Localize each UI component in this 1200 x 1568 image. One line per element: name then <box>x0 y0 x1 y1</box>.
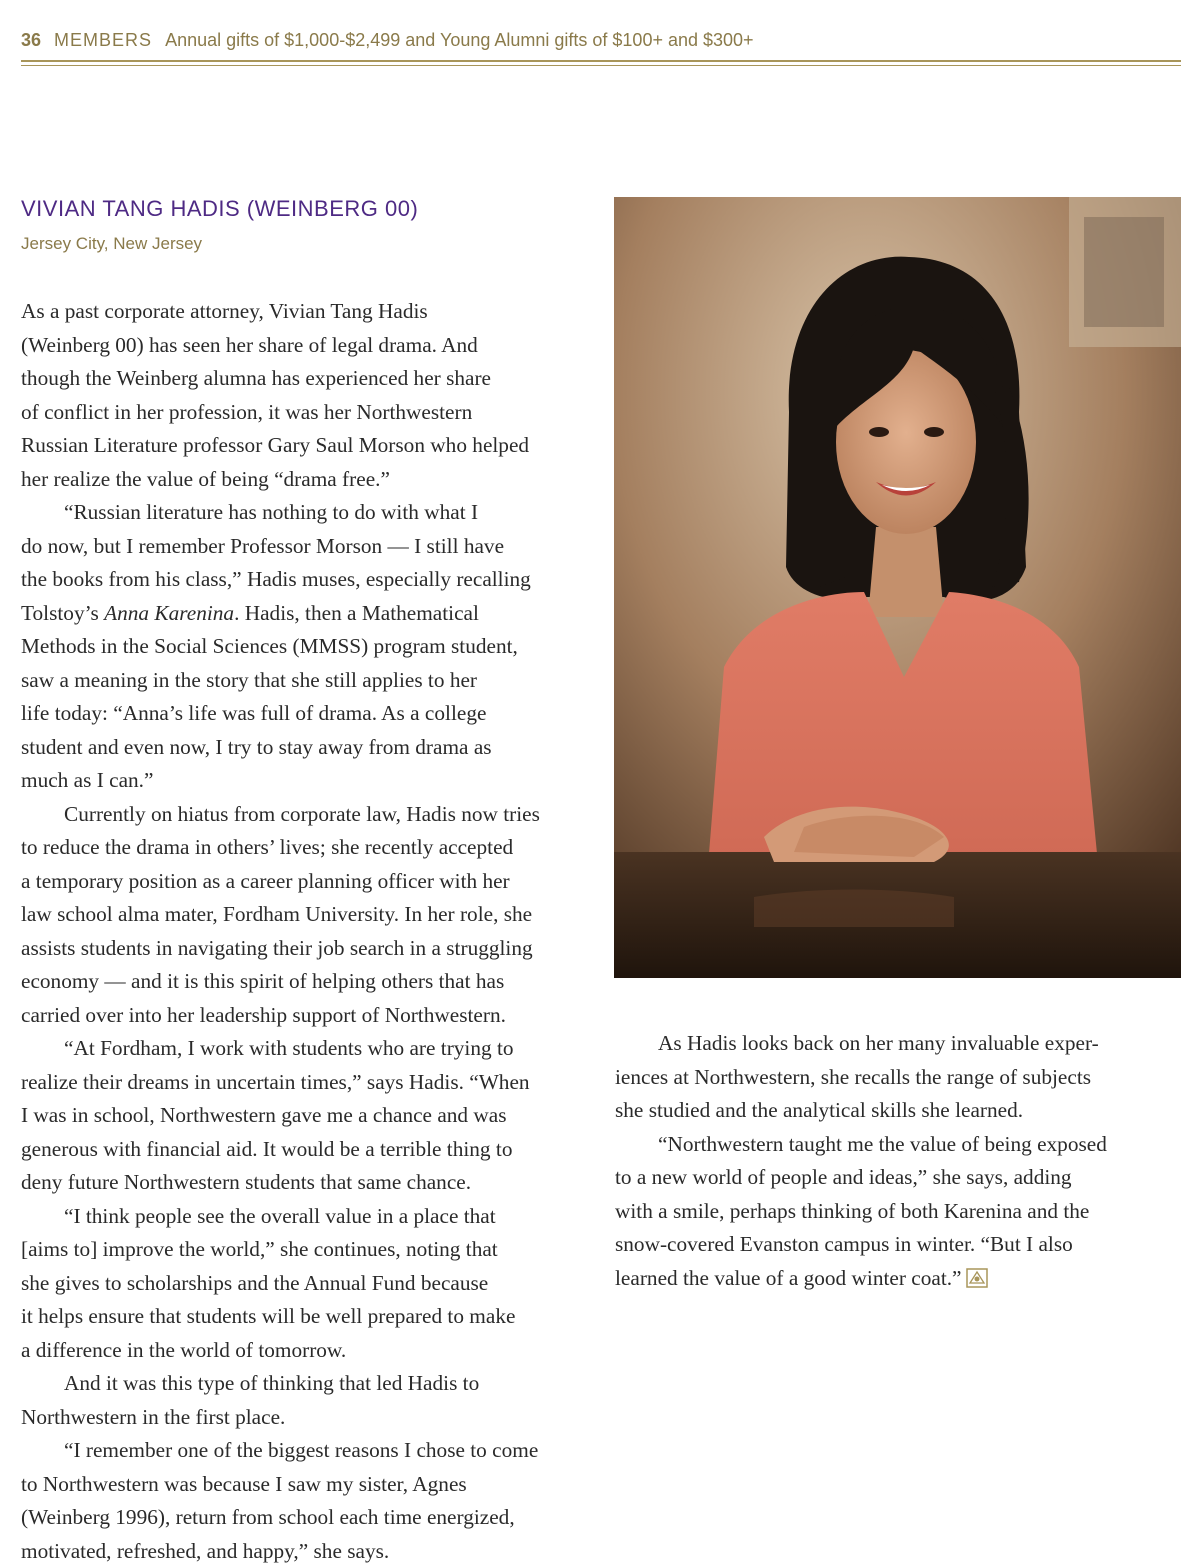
text-segment: she gives to scholarships and the Annual Fund because <box>21 1271 488 1295</box>
text-segment: As Hadis looks back on her many invaluable exper- <box>658 1031 1099 1055</box>
article-left-column <box>21 295 596 1568</box>
text-segment: to Northwestern was because I saw my sister, Agnes <box>21 1472 467 1496</box>
text-line <box>21 865 596 899</box>
text-segment: . Hadis, then a Mathematical <box>234 601 479 625</box>
text-segment: “At Fordham, I work with students who are trying to <box>64 1036 514 1060</box>
text-line <box>21 697 596 731</box>
section-label: MEMBERS <box>54 30 152 50</box>
text-segment: “I remember one of the biggest reasons I chose to come <box>64 1438 538 1462</box>
text-segment: a difference in the world of tomorrow. <box>21 1338 346 1362</box>
text-line <box>21 1334 596 1368</box>
text-line <box>21 362 596 396</box>
text-segment: carried over into her leadership support of Northwestern. <box>21 1003 506 1027</box>
text-segment: Currently on hiatus from corporate law, Hadis now tries <box>64 802 540 826</box>
text-line <box>21 329 596 363</box>
text-line <box>21 831 596 865</box>
text-segment: Methods in the Social Sciences (MMSS) program student, <box>21 634 518 658</box>
text-line <box>21 731 596 765</box>
article-right-column <box>615 1027 1175 1295</box>
header-rule-thin <box>21 65 1181 66</box>
text-segment: snow-covered Evanston campus in winter. “But I also <box>615 1232 1073 1256</box>
text-segment: with a smile, perhaps thinking of both Karenina and the <box>615 1199 1089 1223</box>
text-segment: As a past corporate attorney, Vivian Tang Hadis <box>21 299 428 323</box>
text-line <box>21 295 596 329</box>
text-segment: “Northwestern taught me the value of being exposed <box>658 1132 1107 1156</box>
text-line <box>21 965 596 999</box>
header-subtitle: Annual gifts of $1,000-$2,499 and Young Alumni gifts of $100+ and $300+ <box>165 30 753 50</box>
text-segment: though the Weinberg alumna has experienced her share <box>21 366 491 390</box>
text-line <box>21 1468 596 1502</box>
text-segment: Tolstoy’s <box>21 601 104 625</box>
text-line <box>21 1367 596 1401</box>
text-line <box>21 1133 596 1167</box>
text-line <box>21 1401 596 1435</box>
text-line <box>615 1027 1175 1061</box>
text-segment: motivated, refreshed, and happy,” she says. <box>21 1539 389 1563</box>
text-segment: (Weinberg 1996), return from school each time energized, <box>21 1505 515 1529</box>
text-segment: to a new world of people and ideas,” she says, adding <box>615 1165 1072 1189</box>
text-line <box>21 764 596 798</box>
page-number: 36 <box>21 30 41 50</box>
profile-location: Jersey City, New Jersey <box>21 234 202 254</box>
text-segment: student and even now, I try to stay away from drama as <box>21 735 492 759</box>
text-line <box>21 898 596 932</box>
text-line <box>21 664 596 698</box>
text-line <box>21 429 596 463</box>
northwestern-seal-icon <box>966 1268 988 1288</box>
portrait-illustration <box>614 197 1181 978</box>
text-segment: to reduce the drama in others’ lives; she recently accepted <box>21 835 513 859</box>
text-line <box>21 1501 596 1535</box>
text-segment: she studied and the analytical skills she learned. <box>615 1098 1023 1122</box>
portrait-photo <box>614 197 1181 978</box>
text-line <box>21 396 596 430</box>
text-line <box>21 1200 596 1234</box>
text-segment: Northwestern in the first place. <box>21 1405 285 1429</box>
text-line <box>615 1094 1175 1128</box>
text-segment: a temporary position as a career planning officer with her <box>21 869 510 893</box>
text-segment: saw a meaning in the story that she still applies to her <box>21 668 477 692</box>
text-segment: generous with financial aid. It would be a terrible thing to <box>21 1137 512 1161</box>
text-segment: deny future Northwestern students that same chance. <box>21 1170 471 1194</box>
header-rule-thick <box>21 60 1181 62</box>
text-line <box>21 530 596 564</box>
text-line <box>21 630 596 664</box>
text-segment: Russian Literature professor Gary Saul Morson who helped <box>21 433 529 457</box>
page-header <box>21 30 1181 60</box>
text-line <box>21 597 596 631</box>
text-segment: life today: “Anna’s life was full of drama. As a college <box>21 701 486 725</box>
text-line <box>21 1032 596 1066</box>
text-segment: (Weinberg 00) has seen her share of legal drama. And <box>21 333 478 357</box>
text-segment: much as I can.” <box>21 768 153 792</box>
text-line <box>615 1262 1175 1296</box>
text-segment: [aims to] improve the world,” she continues, noting that <box>21 1237 498 1261</box>
text-line <box>21 1300 596 1334</box>
text-line <box>21 463 596 497</box>
text-line <box>21 563 596 597</box>
text-segment: it helps ensure that students will be well prepared to make <box>21 1304 515 1328</box>
text-segment: of conflict in her profession, it was her Northwestern <box>21 400 472 424</box>
text-segment: And it was this type of thinking that led Hadis to <box>64 1371 479 1395</box>
text-segment: realize their dreams in uncertain times,” says Hadis. “When <box>21 1070 530 1094</box>
profile-name: VIVIAN TANG HADIS (WEINBERG 00) <box>21 196 418 222</box>
text-segment: iences at Northwestern, she recalls the range of subjects <box>615 1065 1091 1089</box>
text-line <box>21 1099 596 1133</box>
text-line <box>615 1195 1175 1229</box>
text-line <box>615 1228 1175 1262</box>
text-segment: her realize the value of being “drama free.” <box>21 467 390 491</box>
text-line <box>21 1267 596 1301</box>
text-segment: “Russian literature has nothing to do with what I <box>64 500 478 524</box>
text-segment: economy — and it is this spirit of helping others that has <box>21 969 504 993</box>
text-line <box>21 999 596 1033</box>
text-segment: I was in school, Northwestern gave me a chance and was <box>21 1103 507 1127</box>
text-segment: learned the value of a good winter coat.” <box>615 1266 962 1290</box>
text-line <box>21 1166 596 1200</box>
text-line <box>21 1434 596 1468</box>
text-segment: the books from his class,” Hadis muses, especially recalling <box>21 567 531 591</box>
text-line <box>21 932 596 966</box>
text-segment: do now, but I remember Professor Morson — I still have <box>21 534 504 558</box>
book-title: Anna Karenina <box>104 601 234 625</box>
text-line <box>615 1061 1175 1095</box>
text-line <box>21 496 596 530</box>
text-line <box>615 1128 1175 1162</box>
text-line <box>21 1535 596 1568</box>
text-segment: law school alma mater, Fordham University. In her role, she <box>21 902 532 926</box>
text-line <box>21 798 596 832</box>
text-segment: “I think people see the overall value in a place that <box>64 1204 496 1228</box>
text-line <box>615 1161 1175 1195</box>
text-line <box>21 1066 596 1100</box>
text-line <box>21 1233 596 1267</box>
text-segment: assists students in navigating their job search in a struggling <box>21 936 533 960</box>
